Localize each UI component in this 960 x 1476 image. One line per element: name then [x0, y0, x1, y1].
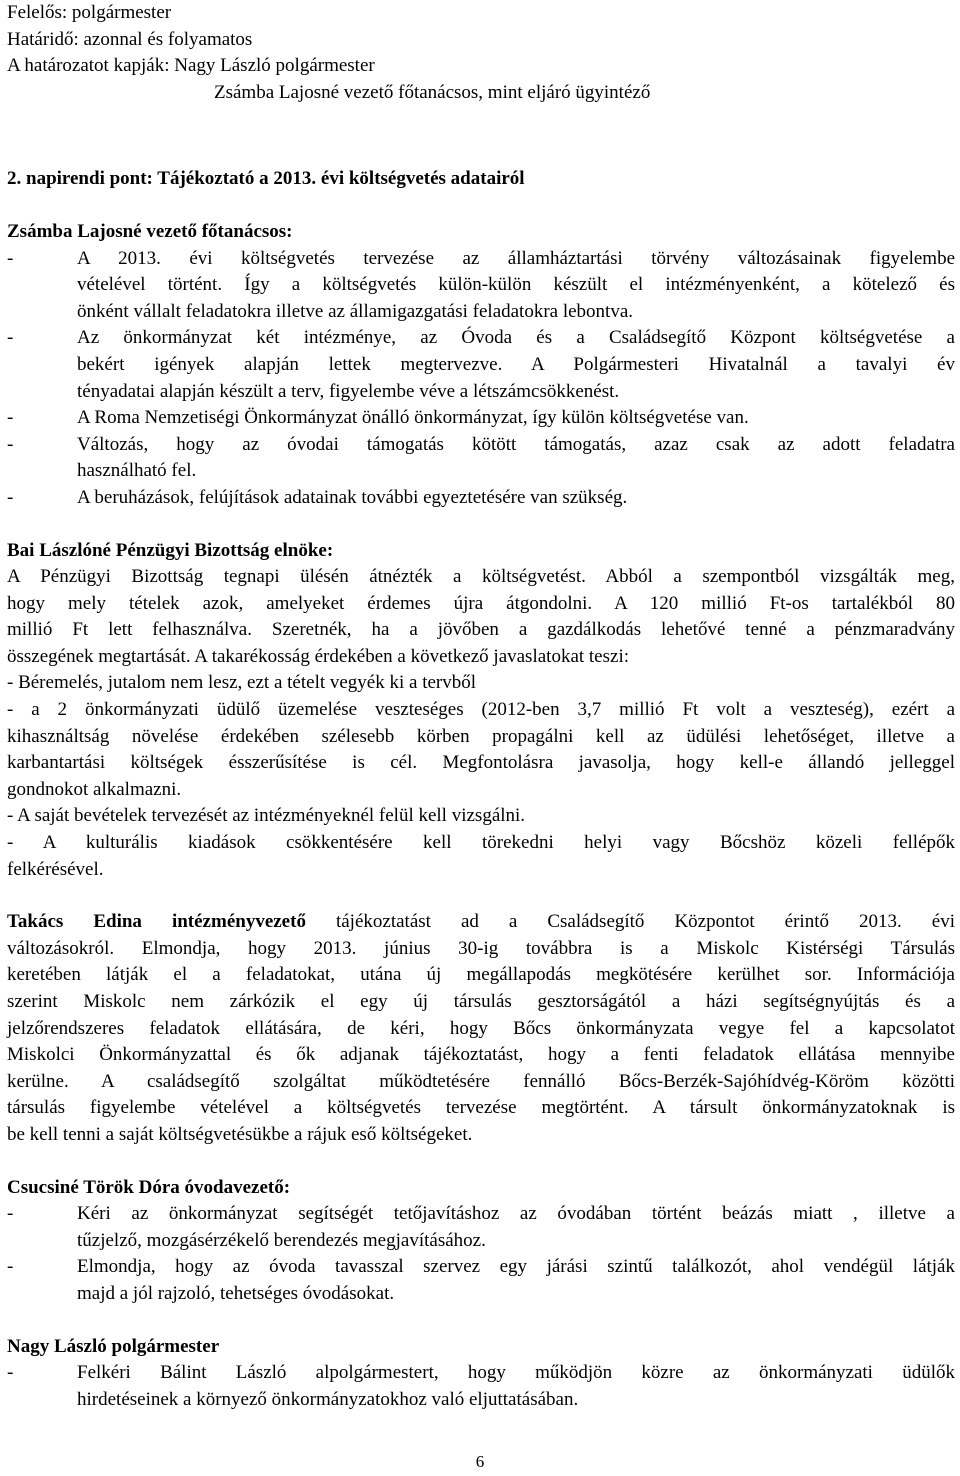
section-takacs [7, 909, 955, 1148]
paragraph-line: tűzjelző, mozgásérzékelő berendezés megjavításához. [77, 1229, 486, 1251]
paragraph-line: összegének megtartását. A takarékosság érdekében a következő javaslatokat teszi: [7, 645, 629, 667]
paragraph-line: be kell tenni a saját költségvetésükbe a rájuk eső költségeket. [7, 1123, 473, 1145]
section-bai [7, 538, 955, 884]
paragraph-line: hogy mely tételek azok, amelyeket érdemes újra átgondolni. A 120 millió Ft-os tartalékból 80 [7, 592, 955, 614]
bullet-item: - Az önkormányzat két intézménye, az Óvoda és a Családsegítő Központ költségvetése a bekért igények alapján lettek megtervezve. A Polgármesteri Hivatalnál a tavalyi év tényadatai alapján készült a terv, figyelembe véve a létszámcsökkenést. [7, 325, 955, 405]
paragraph-line: A beruházások, felújítások adatainak további egyeztetésére van szükség. [77, 486, 628, 508]
paragraph-line: Takács Edina intézményvezető tájékoztatást ad a Családsegítő Központot érintő 2013. évi [7, 911, 955, 933]
paragraph-line: önként vállalt feladatokra illetve az államigazgatási feladatokra lebontva. [77, 300, 634, 322]
section-zsamba [7, 219, 955, 512]
page-number: 6 [475, 1452, 485, 1471]
section-nagy [7, 1334, 955, 1414]
paragraph-line: tényadatai alapján készült a terv, figyelembe véve a létszámcsökkenést. [77, 380, 620, 402]
paragraph-line: Az önkormányzat két intézménye, az Óvoda és a Családsegítő Központ költségvetése a [77, 327, 955, 349]
paragraph-line: - Béremelés, jutalom nem lesz, ezt a tételt vegyék ki a tervből [7, 672, 477, 694]
speaker-title: intézményvezető [171, 911, 306, 933]
bullet-item: - A beruházások, felújítások adatainak további egyeztetésére van szükség. [7, 485, 955, 512]
paragraph-line: - A saját bevételek tervezését az intézményeknél felül kell vizsgálni. [7, 805, 526, 827]
section-csucsine [7, 1175, 955, 1308]
document-page [7, 0, 955, 1413]
paragraph-line: Miskolci Önkormányzattal és ők adjanak tájékoztatást, hogy a fenti feladatok ellátása mennyibe [7, 1044, 955, 1066]
paragraph-line: majd a jól rajzoló, tehetséges óvodásokat. [77, 1282, 395, 1304]
recipients-line-2: Zsámba Lajosné vezető főtanácsos, mint eljáró ügyintéző [214, 81, 651, 103]
paragraph-line: szerint Miskolc nem zárkózik el egy új társulás gesztorságától a házi segítségnyújtás és a [7, 991, 955, 1012]
paragraph-line: karbantartási költségek ésszerűsítése is cél. Megfontolásra javasolja, hogy kell-e állandó jelleggel [7, 752, 955, 774]
paragraph-line: Elmondja, hogy az óvoda tavasszal szervez egy járási szintű találkozót, ahol vendégül látják [77, 1256, 955, 1278]
recipients-line: A határozatot kapják: Nagy László polgármester [7, 55, 375, 77]
deadline-line: Határidő: azonnal és folyamatos [7, 28, 253, 50]
paragraph-line: hirdetéseinek a környező önkormányzatokhoz való eljuttatásában. [77, 1388, 579, 1410]
speaker-name: Takács Edina [7, 911, 142, 933]
paragraph-line: Felkéri Bálint László alpolgármestert, hogy működjön közre az önkormányzati üdülők [77, 1362, 955, 1384]
speaker-heading: Csucsiné Török Dóra óvodavezető: [7, 1176, 291, 1198]
speaker-heading: Nagy László polgármester [7, 1335, 220, 1357]
bullet-item: - A 2013. évi költségvetés tervezése az államháztartási törvény változásainak figyelembe vételével történt. Így a költségvetés külön-külön készült el intézményenként, a kötelező és önként vállalt feladatokra illetve az államigazgatási feladatokra lebontva. [7, 246, 955, 326]
paragraph-line: A Pénzügyi Bizottság tegnapi ülésén átnézték a költségvetést. Abból a szempontból vizsgálták meg, [7, 566, 955, 588]
paragraph-line: kerülne. A családsegítő szolgáltat működtetésére fennálló Bőcs-Berzék-Sajóhídvég-Köröm közötti [7, 1070, 955, 1092]
responsible-line: Felelős: polgármester [7, 2, 172, 23]
paragraph-line: társulás figyelembe vételével a költségvetés tervezése megtörtént. A társult önkormányzatoknak is [7, 1097, 955, 1119]
paragraph-line: - a 2 önkormányzati üdülő üzemelése veszteséges (2012-ben 3,7 millió Ft volt a veszteség), ezért a [7, 699, 955, 721]
paragraph-line: kihasználtság növelése érdekében szélesebb körben propagálni kell az üdülési lehetőséget, illetve a [7, 725, 955, 747]
paragraph-line: felkérésével. [7, 858, 104, 880]
header-block [7, 0, 955, 106]
paragraph-line: A 2013. évi költségvetés tervezése az államháztartási törvény változásainak figyelembe [77, 247, 955, 269]
paragraph-line: használható fel. [77, 460, 197, 482]
speaker-heading: Zsámba Lajosné vezető főtanácsos: [7, 220, 293, 242]
paragraph-line: Kéri az önkormányzat segítségét tetőjavításhoz az óvodában történt beázás miatt , illetve a [77, 1203, 955, 1225]
paragraph-line: - A kulturális kiadások csökkentésére kell törekedni helyi vagy Bőcshöz közeli fellépők [7, 832, 955, 854]
paragraph-line: bekért igények alapján lettek megtervezve. A Polgármesteri Hivatalnál a tavalyi év [77, 353, 955, 375]
paragraph-line: vételével történt. Így a költségvetés külön-külön készült el intézményenként, a kötelező és [77, 274, 955, 296]
bullet-item: - A Roma Nemzetiségi Önkormányzat önálló önkormányzat, így külön költségvetése van. [7, 405, 955, 432]
bullet-item: - Elmondja, hogy az óvoda tavasszal szervez egy járási szintű találkozót, ahol vendégül látják majd a jól rajzoló, tehetséges óvodásokat. [7, 1254, 955, 1307]
paragraph-line: gondnokot alkalmazni. [7, 778, 182, 800]
paragraph-line: jelzőrendszeres feladatok ellátására, de kéri, hogy Bőcs önkormányzata vegye fel a kapcsolatot [7, 1017, 955, 1039]
speaker-heading: Bai Lászlóné Pénzügyi Bizottság elnöke: [7, 539, 334, 561]
paragraph-line: A Roma Nemzetiségi Önkormányzat önálló önkormányzat, így külön költségvetése van. [77, 407, 749, 429]
bullet-item: - Változás, hogy az óvodai támogatás kötött támogatás, azaz csak az adott feladatra használható fel. [7, 432, 955, 485]
paragraph-line: Változás, hogy az óvodai támogatás kötött támogatás, azaz csak az adott feladatra [77, 433, 955, 455]
paragraph-line: keretében látják el a feladatokat, utána új megállapodás megkötésére kerülhet sor. Információja [7, 964, 955, 986]
bullet-item: - Kéri az önkormányzat segítségét tetőjavításhoz az óvodában történt beázás miatt , illetve a tűzjelző, mozgásérzékelő berendezés megjavításához. [7, 1201, 955, 1254]
paragraph-line: változásokról. Elmondja, hogy 2013. június 30-ig továbbra is a Miskolc Kistérségi Társulás [7, 937, 955, 959]
agenda-title: 2. napirendi pont: Tájékoztató a 2013. évi költségvetés adatairól [7, 168, 525, 190]
bullet-item: - Felkéri Bálint László alpolgármestert, hogy működjön közre az önkormányzati üdülők hirdetéseinek a környező önkormányzatokhoz való eljuttatásában. [7, 1360, 955, 1413]
paragraph-line: millió Ft lett felhasználva. Szeretnék, ha a jövőben a gazdálkodás lehetővé tenné a pénzmaradvány [7, 619, 955, 641]
